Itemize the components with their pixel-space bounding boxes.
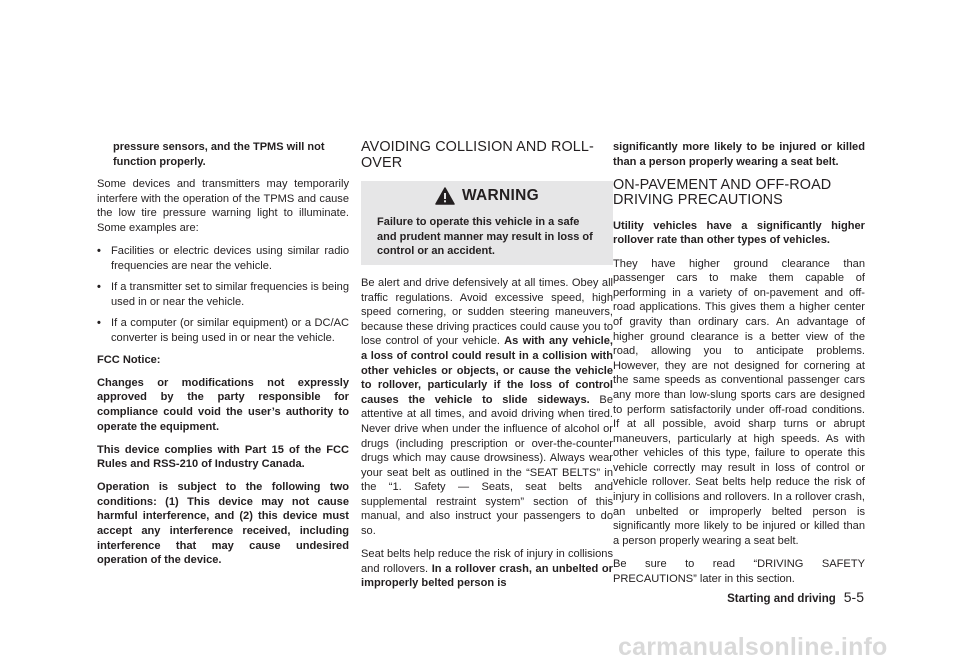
fcc-paragraph-3: Operation is subject to the following two conditions: (1) This device may not cause harmful interference, and (2) this device must accept any interference received, including interference that may cause undesired operation of the device.	[97, 481, 349, 567]
list-item: • If a transmitter set to similar frequencies is being used in or near the vehicle.	[97, 281, 349, 308]
rollover-rate-statement: Utility vehicles have a significantly higher rollover rate than other types of vehicles.	[613, 219, 865, 247]
list-item: • Facilities or electric devices using similar radio frequencies are near the vehicle.	[97, 245, 349, 272]
tpms-interference-paragraph: Some devices and transmitters may temporarily interfere with the operation of the TPMS and cause the low tire pressure warning light to illuminate. Some examples are:	[97, 178, 349, 234]
warning-header	[361, 181, 613, 211]
fcc-heading: FCC Notice:	[97, 353, 161, 366]
seat-belt-continuation: significantly more likely to be injured or killed than a person properly wearing a seat belt.	[613, 141, 865, 168]
read-precautions-paragraph: Be sure to read “DRIVING SAFETY PRECAUTIONS” later in this section.	[613, 557, 865, 585]
section-heading-off-road: ON-PAVEMENT AND OFF-ROAD DRIVING PRECAUTIONS	[613, 176, 832, 209]
ground-clearance-paragraph: They have higher ground clearance than passenger cars to make them capable of performing in a variety of on-pavement and off-road applications. This gives them a higher center of gravity than ordinary cars. An advantage of higher ground clearance is a better view of the road, allowing you to anticipate problems. However, they are not designed for cornering at the same speeds as conventional passenger cars any more than low-slung sports cars are designed to perform satisfactorily under off-road conditions. If at all possible, avoid sharp turns or abrupt maneuvers, particularly at high speeds. As with other vehicles of this type, failure to operate this vehicle correctly may result in loss of control or vehicle rollover. Seat belts help reduce the risk of injury in collisions and rollovers. In a rollover crash, an unbelted or improperly belted person is significantly more likely to be injured or killed than a person properly wearing a seat belt.	[613, 257, 865, 547]
defensive-driving-paragraph: Be alert and drive defensively at all times. Obey all traffic regulations. Avoid excessive speed, high speed cornering, or sudden steering maneuvers, because these driving practices could cause you to lose control of your vehicle. As with any vehicle, a loss of control could result in a collision with other vehicles or objects, or cause the vehicle to rollover, particularly if the loss of control causes the vehicle to slide sideways. Be attentive at all times, and avoid driving when tired. Never drive when under the influence of alcohol or drugs (including prescription or over-the-counter drugs which may cause drowsiness). Always wear your seat belt as outlined in the “SEAT BELTS” in the “1. Safety — Seats, seat belts and supplemental restraint system” section of this manual, and also instruct your passengers to do so.	[361, 276, 614, 538]
fcc-paragraph-1: Changes or modifications not expressly approved by the party responsible for compliance could void the user’s authority to operate the equipment.	[97, 376, 349, 433]
middle-column	[361, 140, 613, 599]
warning-label: WARNING	[461, 186, 539, 204]
warning-triangle-icon	[435, 187, 455, 205]
interference-examples-list	[97, 244, 349, 346]
warning-box	[361, 181, 613, 265]
warning-continuation: pressure sensors, and the TPMS will not function properly.	[113, 141, 325, 168]
section-heading-collision: AVOIDING COLLISION AND ROLL-OVER	[361, 139, 594, 171]
list-item: • If a computer (or similar equipment) or a DC/AC converter is being used in or near the vehicle.	[97, 317, 349, 345]
bullet-icon: •	[97, 317, 101, 330]
page-footer	[705, 589, 864, 605]
section-name: Starting and driving	[727, 593, 836, 605]
fcc-paragraph-2: This device complies with Part 15 of the FCC Rules and RSS-210 of Industry Canada.	[97, 443, 349, 471]
watermark: carmanualsonline.info	[618, 633, 888, 661]
warning-text: Failure to operate this vehicle in a safe and prudent manner may result in loss of control or an accident.	[377, 216, 593, 258]
bullet-icon: •	[97, 245, 101, 258]
bullet-icon: •	[97, 281, 101, 294]
right-column	[613, 140, 865, 595]
page-number: 5-5	[843, 589, 864, 605]
seat-belt-paragraph: Seat belts help reduce the risk of injury in collisions and rollovers. In a rollover crash, an unbelted or improperly belted person is	[361, 548, 613, 590]
left-column	[97, 140, 349, 576]
